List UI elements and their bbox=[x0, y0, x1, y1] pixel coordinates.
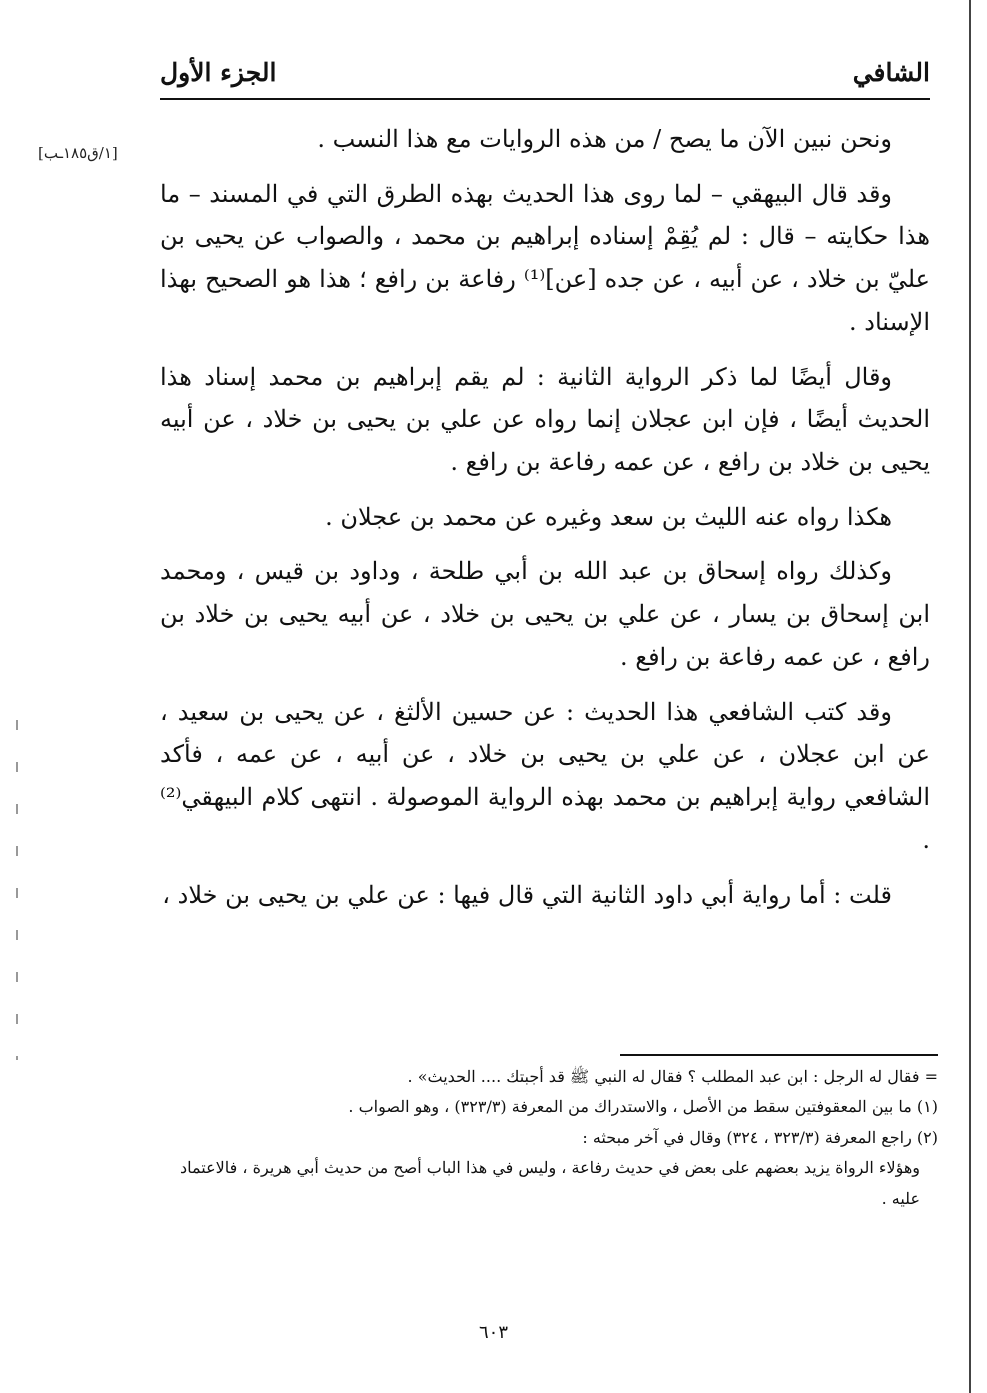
paragraph: قلت : أما رواية أبي داود الثانية التي قال فيها : عن علي بن يحيى بن خلاد ، bbox=[162, 880, 892, 909]
main-text bbox=[160, 118, 930, 928]
footnote: (٢) راجع المعرفة (٣٢٣/٣ ، ٣٢٤) وقال في آخر مبحثه : bbox=[582, 1127, 938, 1147]
paragraph: وكذلك رواه إسحاق بن عبد الله بن أبي طلحة ، وداود بن قيس ، ومحمد ابن إسحاق بن يسار ، عن علي بن يحيى بن خلاد ، عن أبيه يحيى بن خلاد بن رافع ، عن عمه رفاعة بن رافع . bbox=[160, 557, 930, 671]
paragraph: ونحن نبين الآن ما يصح / من هذه الروايات مع هذا النسب . bbox=[317, 125, 892, 153]
book-title: الشافي bbox=[852, 58, 930, 87]
volume-label: الجزء الأول bbox=[160, 58, 277, 87]
manuscript-folio-note: [١/ق١٨٥ـب] bbox=[38, 144, 118, 162]
footnote-quote: وهؤلاء الرواة يزيد بعضهم على بعض في حديث رفاعة ، وليس في هذا الباب أصح من حديث أبي هريرة ، فالاعتماد عليه . bbox=[180, 1158, 920, 1208]
footnote: = فقال له الرجل : ابن عبد المطلب ؟ فقال له النبي ﷺ قد أجبتك .... الحديث» . bbox=[407, 1067, 938, 1086]
scan-margin-marks bbox=[16, 720, 18, 1060]
paragraph: وقد قال البيهقي – لما روى هذا الحديث بهذه الطرق التي في المسند – ما هذا حكايته – قال : لم يُقِمْ إسناده إبراهيم بن محمد ، والصواب عن يحيى بن عليّ بن خلاد ، عن أبيه ، عن جده [عن]⁽¹⁾ رفاعة بن رافع ؛ هذا هو الصحيح بهذا الإسناد . bbox=[160, 179, 931, 336]
page-header bbox=[160, 52, 930, 102]
header-divider bbox=[160, 98, 930, 100]
footnote: (١) ما بين المعقوفتين سقط من الأصل ، والاستدراك من المعرفة (٣٢٣/٣) ، وهو الصواب . bbox=[348, 1097, 938, 1117]
footnotes bbox=[160, 1062, 938, 1214]
paragraph: هكذا رواه عنه الليث بن سعد وغيره عن محمد بن عجلان . bbox=[325, 502, 892, 531]
paragraph: وقد كتب الشافعي هذا الحديث : عن حسين الألثغ ، عن يحيى بن سعيد ، عن ابن عجلان ، عن علي بن يحيى بن خلاد ، عن أبيه ، عن عمه ، فأكد الشافعي رواية إبراهيم بن محمد بهذه الرواية الموصولة . انتهى كلام البيهقي⁽²⁾ . bbox=[160, 697, 930, 854]
paragraph: وقال أيضًا لما ذكر الرواية الثانية : لم يقم إبراهيم بن محمد إسناد هذا الحديث أيضًا ، فإن ابن عجلان إنما رواه عن علي بن يحيى بن خلاد ، عن أبيه يحيى بن خلاد بن رافع ، عن عمه رفاعة بن رافع . bbox=[160, 362, 930, 477]
footnote-divider bbox=[620, 1054, 938, 1056]
page-number: ٦٠٣ bbox=[478, 1322, 508, 1343]
scan-edge-line bbox=[969, 0, 971, 1393]
